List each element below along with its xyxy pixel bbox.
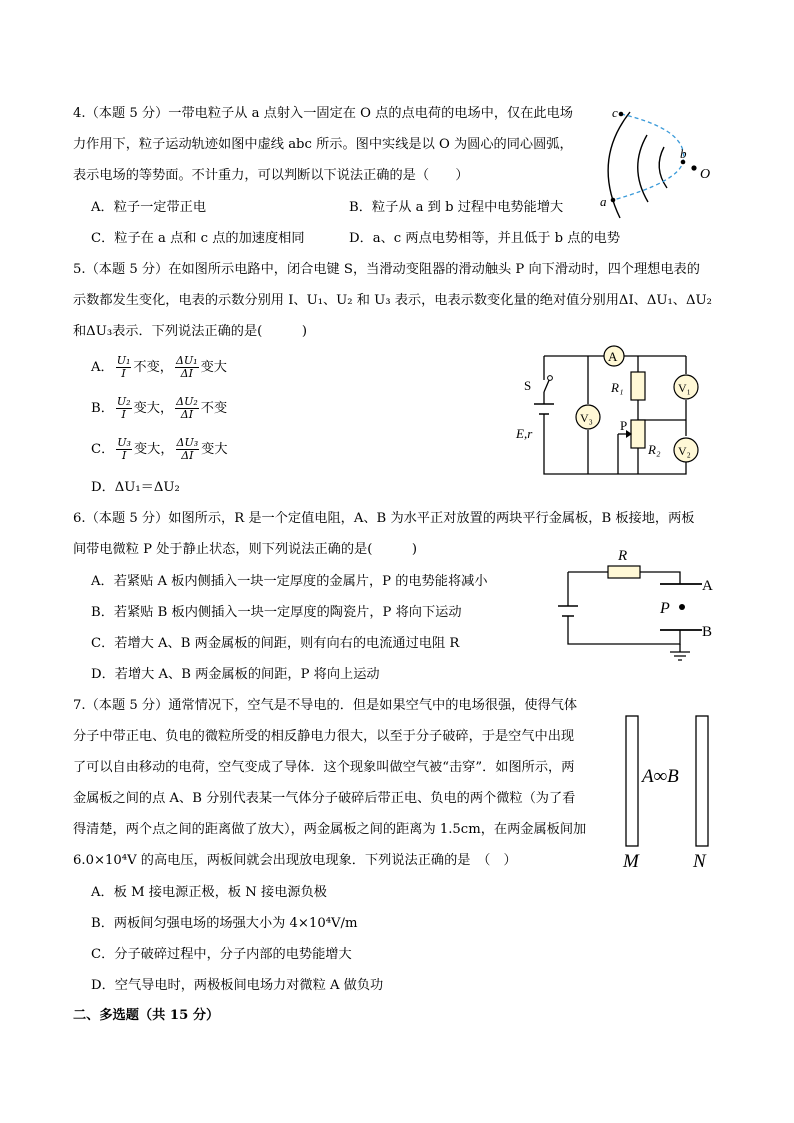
q4-point-a bbox=[611, 198, 616, 203]
q6-option-c: C．若增大 A、B 两金属板的间距，则有向右的电流通过电阻 R bbox=[91, 636, 460, 651]
q5-option-a: A． $\frac{\text{U₁}}{I}$ 不变， $\frac{\text{ΔU₁}}{\Delta I}$ 变大 bbox=[91, 354, 227, 380]
q5-option-b: B． $\frac{\text{U₂}}{I}$ 变大， $\frac{\text{ΔU₂}}{\Delta I}$ 不变 bbox=[91, 395, 228, 421]
q5-battery bbox=[534, 404, 554, 414]
q4-label-c: c bbox=[612, 105, 618, 120]
q6-option-a: A．若紧贴 A 板内侧插入一块一定厚度的金属片，P 的电势能将减小 bbox=[91, 574, 488, 589]
q7-stem-line-3: 了可以自由移动的电荷，空气变成了导体．这个现象叫做空气被“击穿”．如图所示，两 bbox=[73, 760, 575, 775]
q5-rheostat-r2 bbox=[631, 420, 645, 448]
q5-stem-line-1: 5.（本题 5 分）在如图所示电路中，闭合电键 S，当滑动变阻器的滑动触头 P 向下滑动时，四个理想电表的 bbox=[73, 262, 700, 277]
q6-label-p: P bbox=[660, 600, 670, 617]
q5-stem-line-3: 和ΔU₃表示．下列说法正确的是( ) bbox=[73, 324, 308, 339]
q4-label-a: a bbox=[600, 194, 607, 209]
q5-label-p: P bbox=[620, 418, 628, 433]
q7-label-m: M bbox=[623, 851, 639, 872]
q5-label-v3: V₃ bbox=[580, 411, 593, 425]
q6-option-b: B．若紧贴 B 板内侧插入一块一定厚度的陶瓷片，P 将向下运动 bbox=[91, 605, 462, 620]
q5-label-s: S bbox=[524, 378, 532, 393]
q6-label-r: R bbox=[618, 548, 628, 564]
q5-resistor-r1 bbox=[631, 372, 645, 400]
q4-arc-outer bbox=[608, 112, 630, 218]
q7-plate-m bbox=[626, 716, 638, 846]
q5-label-er: E,r bbox=[516, 426, 533, 441]
q5-option-c: C． $\frac{\text{U₃}}{I}$ 变大， $\frac{\text{ΔU₃}}{\Delta I}$ 变大 bbox=[91, 436, 228, 462]
q6-particle-p bbox=[679, 604, 685, 610]
q5-label-v2: V₂ bbox=[678, 444, 691, 458]
q6-label-a: A bbox=[702, 578, 713, 594]
q7-label-n: N bbox=[693, 851, 706, 872]
q7-stem-line-6: 6.0×10⁴V 的高电压，两板间就会出现放电现象．下列说法正确的是 （ ） bbox=[73, 853, 517, 868]
q7-option-a: A．板 M 接电源正极，板 N 接电源负极 bbox=[91, 885, 327, 900]
q4-option-d: D．a、c 两点电势相等，并且低于 b 点的电势 bbox=[349, 231, 621, 246]
q6-stem-line-1: 6.（本题 5 分）如图所示，R 是一个定值电阻，A、B 为水平正对放置的两块平行金属板，B 板接地，两板 bbox=[73, 511, 695, 526]
q5-circuit-figure bbox=[510, 340, 710, 490]
q7-plate-n bbox=[696, 716, 708, 846]
q5-label-r1: R₁ bbox=[611, 380, 624, 395]
q5-label-r2: R₂ bbox=[648, 442, 661, 457]
q7-label-ab: A∞B bbox=[642, 766, 679, 787]
q4-option-a: A．粒子一定带正电 bbox=[91, 200, 207, 215]
q6-label-b: B bbox=[702, 624, 713, 640]
q6-ground-icon bbox=[670, 644, 690, 660]
q6-battery bbox=[558, 606, 578, 616]
q7-stem-line-4: 金属板之间的点 A、B 分别代表某一气体分子破碎后带正电、负电的两个微粒（为了看 bbox=[73, 791, 576, 806]
q4-stem-line-2: 力作用下，粒子运动轨迹如图中虚线 abc 所示。图中实线是以 O 为圆心的同心圆弧， bbox=[73, 137, 573, 152]
q4-point-c bbox=[619, 112, 624, 117]
q5-label-v1: V₁ bbox=[678, 381, 691, 395]
section-heading-multiple-choice: 二、多选题（共 15 分） bbox=[73, 1008, 220, 1023]
q6-resistor-r bbox=[608, 566, 640, 578]
q4-label-o: O bbox=[700, 167, 711, 182]
q7-option-b: B．两板间匀强电场的场强大小为 4×10⁴V/m bbox=[91, 916, 358, 931]
q7-stem-line-1: 7.（本题 5 分）通常情况下，空气是不导电的．但是如果空气中的电场很强，使得气体 bbox=[73, 698, 578, 713]
q4-stem-line-1: 4.（本题 5 分）一带电粒子从 a 点射入一固定在 O 点的点电荷的电场中，仅在此电场 bbox=[73, 106, 573, 121]
q4-center-o bbox=[691, 165, 696, 170]
q4-stem-line-3: 表示电场的等势面。不计重力，可以判断以下说法正确的是（ ） bbox=[73, 168, 469, 183]
q4-equipotential-figure bbox=[590, 100, 720, 230]
q7-stem-line-2: 分子中带正电、负电的微粒所受的相反静电力很大，以至于分子破碎，于是空气中出现 bbox=[73, 729, 575, 744]
q7-option-c: C．分子破碎过程中，分子内部的电势能增大 bbox=[91, 947, 352, 962]
q5-stem-line-2: 示数都发生变化，电表的示数分别用 I、U₁、U₂ 和 U₃ 表示，电表示数变化量的绝对值分别用ΔI、ΔU₁、ΔU₂ bbox=[73, 293, 712, 308]
q4-trajectory bbox=[613, 114, 684, 200]
q5-slider bbox=[618, 434, 632, 474]
q5-label-ammeter: A bbox=[608, 349, 618, 364]
q6-capacitor-figure bbox=[550, 544, 730, 670]
q4-label-b: b bbox=[680, 146, 687, 161]
q6-stem-line-2: 间带电微粒 P 处于静止状态，则下列说法正确的是( ) bbox=[73, 542, 418, 557]
q5-switch-pivot bbox=[548, 376, 553, 381]
q7-plates-figure bbox=[615, 710, 725, 875]
q5-option-d: D．ΔU₁＝ΔU₂ bbox=[91, 480, 180, 495]
q7-option-d: D．空气导电时，两极板间电场力对微粒 A 做负功 bbox=[91, 978, 384, 993]
q4-option-c: C．粒子在 a 点和 c 点的加速度相同 bbox=[91, 231, 305, 246]
q6-option-d: D．若增大 A、B 两金属板的间距，P 将向上运动 bbox=[91, 667, 380, 682]
q4-option-b: B．粒子从 a 到 b 过程中电势能增大 bbox=[349, 200, 564, 215]
q7-stem-line-5: 得清楚，两个点之间的距离做了放大），两金属板之间的距离为 1.5cm，在两金属板间加 bbox=[73, 822, 587, 837]
